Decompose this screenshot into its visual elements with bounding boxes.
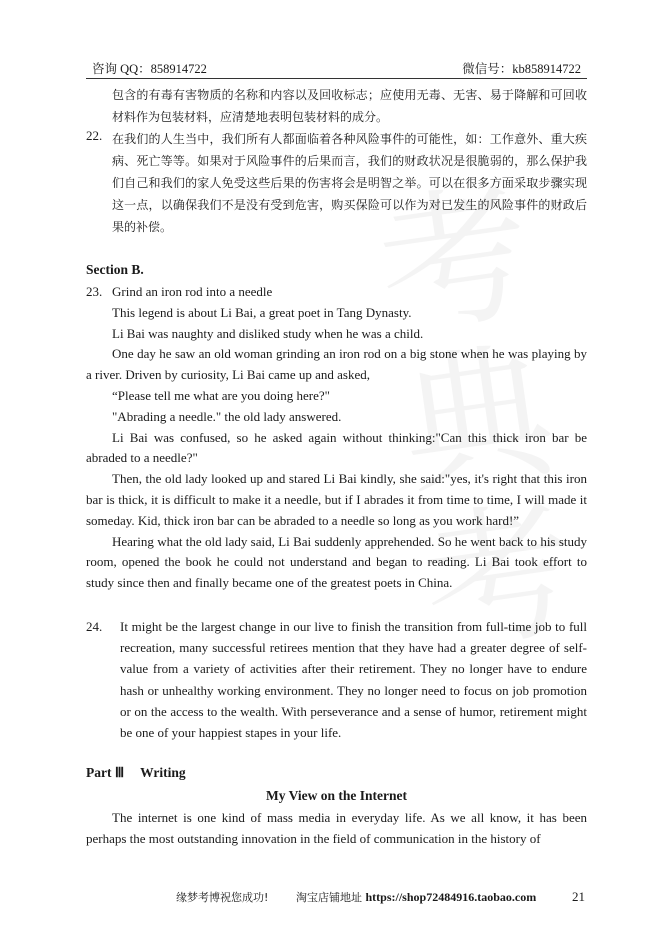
page-footer bbox=[0, 889, 665, 909]
page-header bbox=[92, 56, 581, 78]
story-paragraph-3: Then, the old lady looked up and stared Li Bai kindly, she said:"yes, it's right that this iron bar is thick, it is difficult to make it a needle, but if I abrades it from time to time, I will made it someday. Kid, thick iron bar can be abraded to a needle so long as you work hard!” bbox=[86, 471, 587, 528]
item-24-text: It might be the largest change in our live to finish the transition from full-time job to full recreation, many successful retirees mention that they have had a greater degree of self-value from a variety of activities after their retirement. They no longer have to endure hash or unhealthy working environment. They no longer need to focus on job promotion or on the access to the wealth. With perseverance and a sense of humor, retirement might be one of your happiest stapes in your life. bbox=[120, 618, 587, 740]
header-qq-contact: 咨询 QQ：858914722 bbox=[92, 62, 207, 76]
item-22 bbox=[86, 128, 587, 238]
part-3-label: Part Ⅲ bbox=[86, 765, 125, 781]
header-wechat-contact: 微信号：kb858914722 bbox=[462, 62, 581, 76]
footer-shop-label: 淘宝店铺地址 bbox=[296, 891, 362, 904]
essay-title: My View on the Internet bbox=[266, 788, 407, 804]
item-23 bbox=[86, 282, 587, 303]
page-content bbox=[86, 84, 587, 850]
story-paragraph-1: One day he saw an old woman grinding an iron rod on a big stone when he was playing by a river. Driven by curiosity, Li Bai came up and asked, bbox=[86, 346, 587, 383]
story-quote-1: “Please tell me what are you doing here?" bbox=[112, 387, 330, 403]
footer-slogan: 缘梦考博祝您成功! bbox=[176, 891, 269, 904]
part-3-heading bbox=[86, 763, 587, 783]
header-divider bbox=[86, 78, 587, 79]
story-quote-2: "Abrading a needle." the old lady answered. bbox=[112, 408, 342, 424]
footer-shop bbox=[296, 889, 536, 905]
story-paragraph-4: Hearing what the old lady said, Li Bai suddenly apprehended. So he went back to his study room, opened the book he could not understand and began to reading. Li Bai took effort to study since then and finally became one of the greatest poets in China. bbox=[86, 533, 587, 591]
footer-shop-link[interactable]: https://shop72484916.taobao.com bbox=[365, 890, 537, 904]
essay-paragraph-1: The internet is one kind of mass media in everyday life. As we all know, it has been perhaps the most outstanding innovation in the field of communication in the history of bbox=[86, 810, 587, 846]
story-line-2: Li Bai was naughty and disliked study when he was a child. bbox=[112, 325, 424, 341]
item-23-number: 23. bbox=[86, 284, 103, 299]
story-paragraph-2: Li Bai was confused, so he asked again without thinking:"Can this thick iron bar be abraded to a needle?" bbox=[86, 429, 587, 466]
item-21-continuation: 包含的有毒有害物质的名称和内容以及回收标志；应使用无毒、无害、易于降解和可回收材料作为包装材料，应清楚地表明包装材料的成分。 bbox=[112, 88, 587, 124]
part-3-writing-label: Writing bbox=[140, 765, 186, 781]
page-number: 21 bbox=[572, 889, 585, 904]
item-22-number: 22. bbox=[86, 128, 103, 143]
section-b-title: Section B. bbox=[86, 262, 144, 277]
story-line-1: This legend is about Li Bai, a great poet in Tang Dynasty. bbox=[112, 304, 412, 320]
item-22-text: 在我们的人生当中，我们所有人都面临着各种风险事件的可能性，如：工作意外、重大疾病、死亡等等。如果对于风险事件的后果而言，我们的财政状况是很脆弱的，那么保护我们自己和我们的家人免受这些后果的伤害将会是明智之举。可以在很多方面采取步骤实现这一点，以确保我们不是没有受到危害，购买保险可以作为对已发生的风险事件的财政后果的补偿。 bbox=[112, 132, 587, 234]
item-24 bbox=[86, 616, 587, 743]
story-title: Grind an iron rod into a needle bbox=[112, 284, 273, 299]
item-24-number: 24. bbox=[86, 618, 103, 634]
